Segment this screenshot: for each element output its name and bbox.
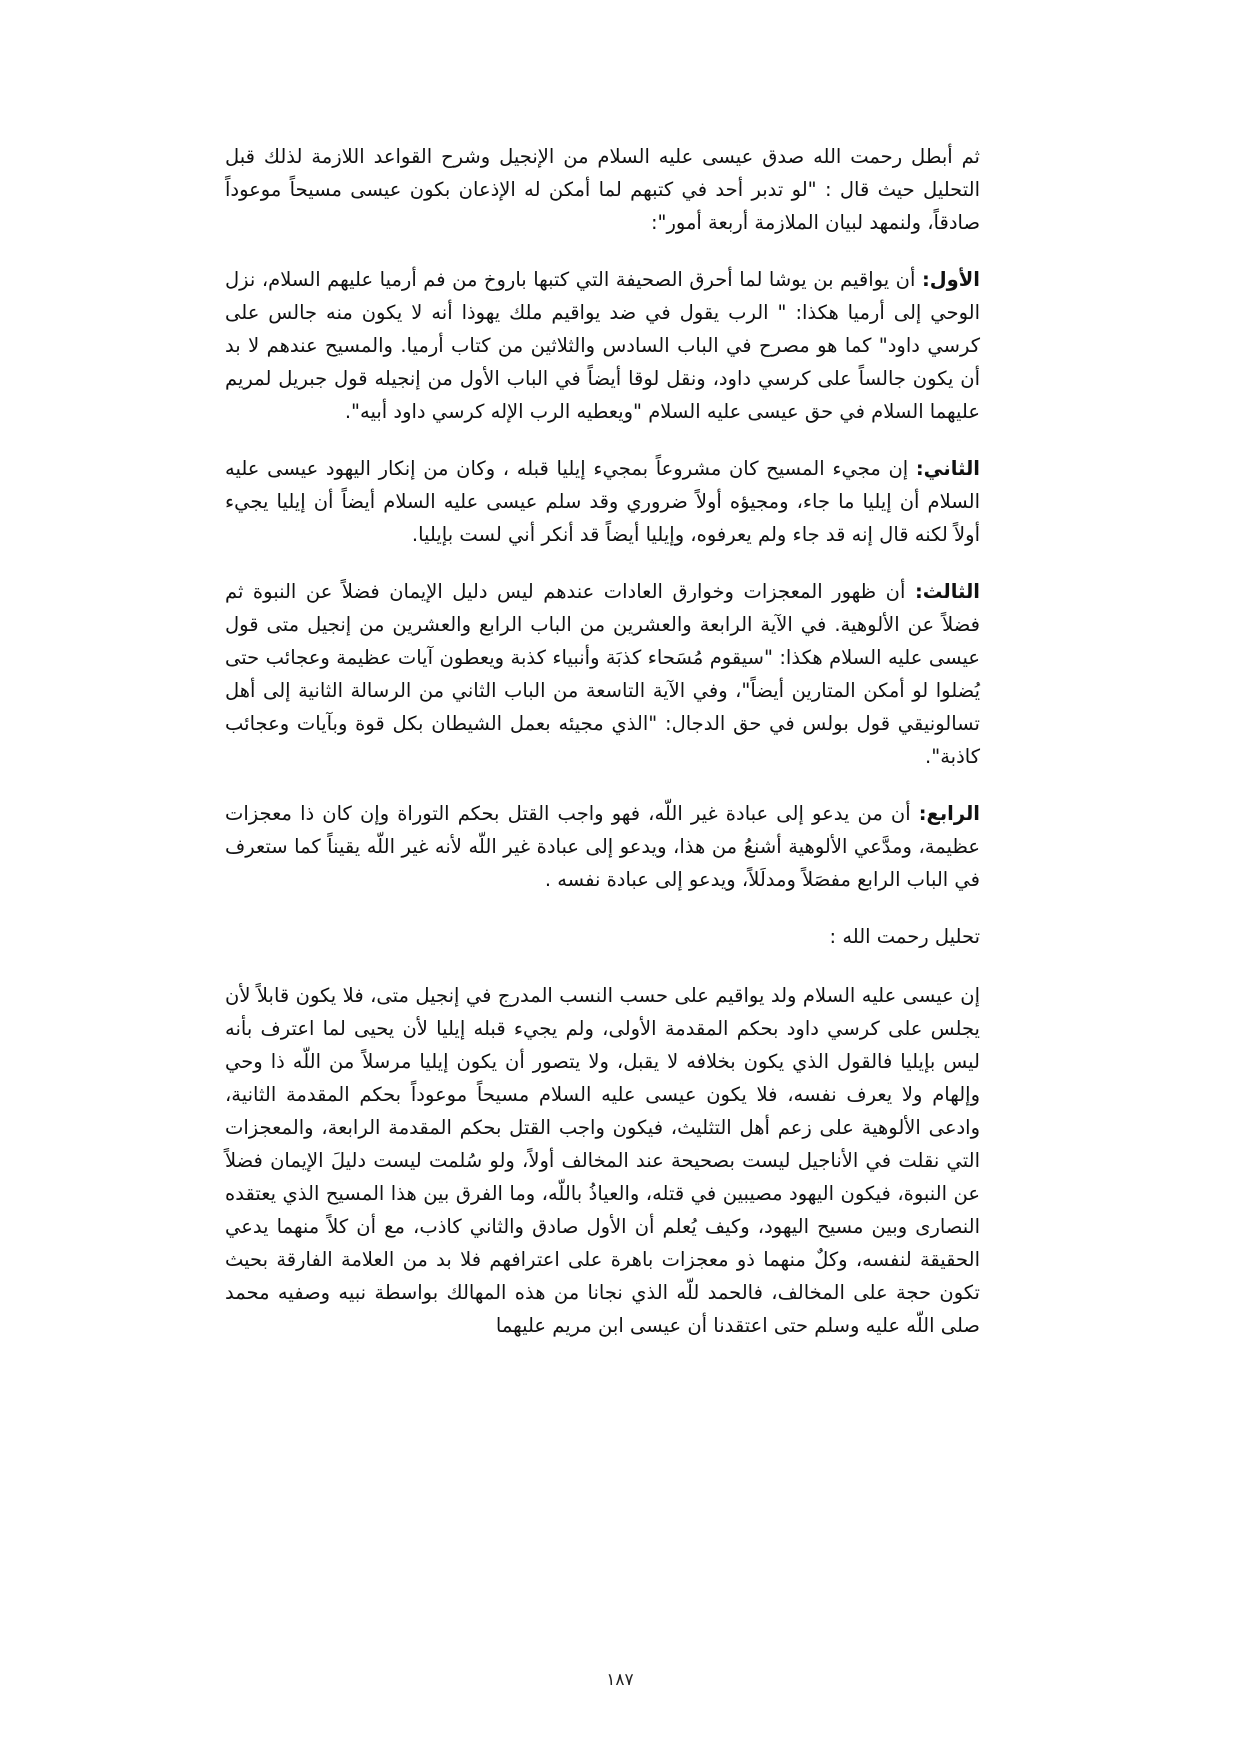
paragraph-text: أن يواقيم بن يوشا لما أحرق الصحيفة التي كتبها باروخ من فم أرميا عليهم السلام، نزل الوحي إلى أرميا هكذا: " الرب يقول في ضد يواقيم ملك يهوذا أنه لا يكون منه جالس على كرسي داود" كما هو مصرح في الباب السادس والثلاثين من كتاب أرميا. والمسيح عندهم لا بد أن يكون جالساً على كرسي داود، ونقل لوقا أيضاً في الباب الأول من إنجيله قول جبريل لمريم عليهما السلام في حق عيسى عليه السلام "ويعطيه الرب الإله كرسي داود أبيه". [225, 268, 980, 423]
paragraph-lead: الثاني: [915, 457, 980, 480]
paragraph-lead: الأول: [921, 268, 980, 291]
paragraph-text: تحليل رحمت الله : [829, 925, 980, 948]
paragraph-text: إن عيسى عليه السلام ولد يواقيم على حسب النسب المدرج في إنجيل متى، فلا يكون قابلاً لأن يجلس على كرسي داود بحكم المقدمة الأولى، ولم يجيء قبله إيليا لأن يحيى لما اعترف بأنه ليس بإيليا فالقول الذي يكون بخلافه لا يقبل، ولا يتصور أن يكون إيليا مرسلاً من اللّه ذا وحي وإلهام ولا يعرف نفسه، فلا يكون عيسى عليه السلام مسيحاً موعوداً بحكم المقدمة الثانية، وادعى الألوهية على زعم أهل التثليث، فيكون واجب القتل بحكم المقدمة الرابعة، والمعجزات التي نقلت في الأناجيل ليست بصحيحة عند المخالف أولاً، ولو سُلمت ليست دليلَ الإيمان فضلاً عن النبوة، فيكون اليهود مصيبين في قتله، والعياذُ باللّه، وما الفرق بين هذا المسيح الذي يعتقده النصارى وبين مسيح اليهود، وكيف يُعلم أن الأول صادق والثاني كاذب، مع أن كلاً منهما يدعي الحقيقة لنفسه، وكلٌ منهما ذو معجزات باهرة على اعترافهم فلا بد من العلامة الفارقة بحيث تكون حجة على المخالف، فالحمد للّه الذي نجانا من هذه المهالك بواسطة نبيه وصفيه محمد صلى اللّه عليه وسلم حتى اعتقدنا أن عيسى ابن مريم عليهما [225, 984, 980, 1337]
page-number: ١٨٧ [606, 1670, 634, 1690]
premise-first-paragraph [225, 263, 980, 428]
paragraph-lead: الرابع: [918, 802, 980, 825]
premise-second-paragraph [225, 452, 980, 551]
paragraph-text: إن مجيء المسيح كان مشروعاً بمجيء إيليا قبله ، وكان من إنكار اليهود عيسى عليه السلام أن إيليا ما جاء، ومجيؤه أولاً ضروري وقد سلم عيسى عليه السلام أيضاً أن إيليا يجيء أولاً لكنه قال إنه قد جاء ولم يعرفوه، وإيليا أيضاً قد أنكر أني لست بإيليا. [225, 457, 980, 546]
premise-third-paragraph [225, 575, 980, 773]
analysis-heading [225, 920, 980, 953]
paragraph-text: ثم أبطل رحمت الله صدق عيسى عليه السلام من الإنجيل وشرح القواعد اللازمة لذلك قبل التحليل حيث قال : "لو تدبر أحد في كتبهم لما أمكن له الإذعان بكون عيسى مسيحاً موعوداً صادقاً، ولنمهد لبيان الملازمة أربعة أمور": [225, 145, 980, 234]
analysis-paragraph [225, 979, 980, 1342]
paragraph-text: أن من يدعو إلى عبادة غير اللّه، فهو واجب القتل بحكم التوراة وإن كان ذا معجزات عظيمة، ومدَّعي الألوهية أشنعُ من هذا، ويدعو إلى عبادة غير اللّه لأنه غير اللّه يقيناً كما ستعرف في الباب الرابع مفصَلاً ومدلَلاً، ويدعو إلى عبادة نفسه . [225, 802, 980, 891]
paragraph-text: أن ظهور المعجزات وخوارق العادات عندهم ليس دليل الإيمان فضلاً عن النبوة ثم فضلاً عن الألوهية. في الآية الرابعة والعشرين من الباب الرابع والعشرين من إنجيل متى قول عيسى عليه السلام هكذا: "سيقوم مُسَحاء كذبَة وأنبياء كذبة ويعطون آيات عظيمة وعجائب حتى يُضلوا لو أمكن المتارين أيضاً"، وفي الآية التاسعة من الباب الثاني من الرسالة الثانية إلى أهل تسالونيقي قول بولس في حق الدجال: "الذي مجيئه بعمل الشيطان بكل قوة وبآيات وعجائب كاذبة". [225, 580, 980, 768]
body-text [225, 140, 980, 1366]
intro-paragraph [225, 140, 980, 239]
paragraph-lead: الثالث: [914, 580, 980, 603]
premise-fourth-paragraph [225, 797, 980, 896]
